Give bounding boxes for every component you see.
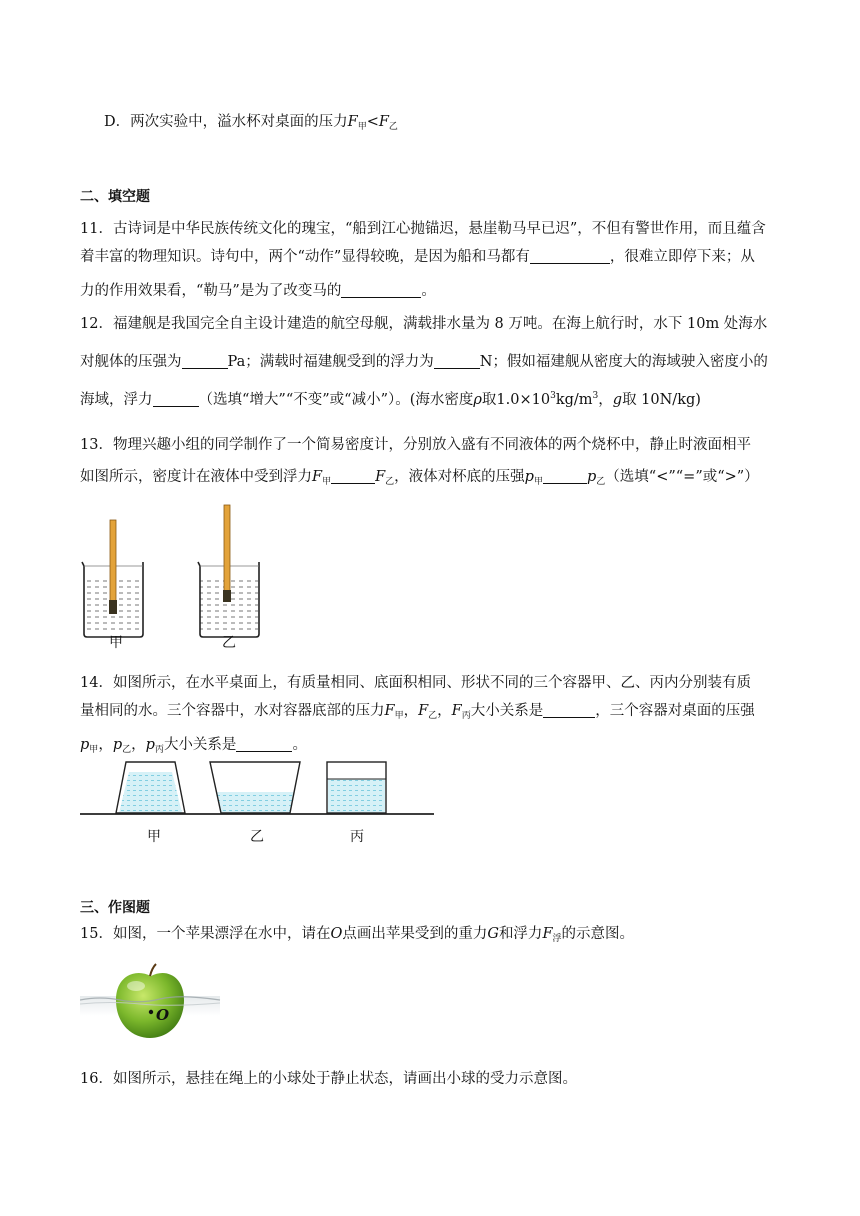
q11-line-1: 11．古诗词是中华民族传统文化的瑰宝，“船到江心抛锚迟，悬崖勒马早已迟”，不但有警世作用，而且蕴含	[80, 221, 766, 237]
q16-text: 16．如图所示，悬挂在绳上的小球处于静止状态，请画出小球的受力示意图。	[80, 1071, 577, 1087]
label-yi: 乙	[222, 635, 236, 651]
containers-figure	[78, 758, 438, 820]
beaker-yi	[198, 505, 259, 637]
q14-line-3: $p_甲$，$p_乙$，$p_丙$大小关系是 。	[80, 737, 307, 755]
q12-line-3: 海域，浮力 （选填“增大”“不变”或“减小”）。(海水密度ρ取$1.0\times 10^3kg/m^3$，g取 10N/kg)	[80, 391, 701, 408]
q13-blank-2[interactable]	[543, 468, 587, 484]
point-o	[149, 1010, 153, 1014]
container-bing	[327, 762, 386, 813]
section-heading-drawing: 三、作图题	[80, 900, 150, 916]
q15-text: 15．如图，一个苹果漂浮在水中，请在O点画出苹果受到的重力G和浮力$F_浮$的示意图。	[80, 926, 635, 944]
q11-blank-2[interactable]	[341, 282, 421, 298]
beaker-jia	[82, 520, 143, 637]
q11-line-2: 着丰富的物理知识。诗句中，两个“动作”显得较晚，是因为船和马都有 ，很难立即停下来；从	[80, 249, 755, 265]
q12-blank-2[interactable]	[434, 353, 480, 369]
option-d: D．两次实验中，溢水杯对桌面的压力$F_甲<F_乙$	[104, 114, 398, 132]
q12-line-2: 对舰体的压强为 Pa；满载时福建舰受到的浮力为 N；假如福建舰从密度大的海域驶入密度小的	[80, 354, 768, 370]
label-jia: 甲	[147, 829, 161, 845]
q12-line-1: 12．福建舰是我国完全自主设计建造的航空母舰，满载排水量为 8 万吨。在海上航行时，水下 10m 处海水	[80, 316, 768, 332]
q12-blank-1[interactable]	[182, 353, 228, 369]
hydrometer-figure	[70, 500, 270, 660]
container-yi	[210, 762, 300, 813]
apple-figure	[80, 962, 222, 1042]
q14-blank-1[interactable]	[543, 702, 595, 718]
q14-line-1: 14．如图所示，在水平桌面上，有质量相同、底面积相同、形状不同的三个容器甲、乙、丙内分别装有质	[80, 675, 751, 691]
q13-line-1: 13．物理兴趣小组的同学制作了一个简易密度计，分别放入盛有不同液体的两个烧杯中，静止时液面相平	[80, 437, 751, 453]
container-jia	[116, 762, 185, 813]
q11-blank-1[interactable]	[530, 248, 610, 264]
q14-line-2: 量相同的水。三个容器中，水对容器底部的压力$F_甲$，$F_乙$，$F_丙$大小关系是 ，三个容器对桌面的压强	[80, 703, 755, 721]
label-yi: 乙	[250, 829, 264, 845]
q13-line-2: 如图所示，密度计在液体中受到浮力$F_甲$ $F_乙$，液体对杯底的压强$p_甲$ $p_乙$（选填“<”“=”或“>”）	[80, 469, 759, 487]
point-o-label: O	[156, 1006, 170, 1024]
label-jia: 甲	[109, 635, 123, 651]
q11-line-3: 力的作用效果看，“勒马”是为了改变马的 。	[80, 283, 436, 299]
q13-blank-1[interactable]	[331, 468, 375, 484]
section-heading-fill-in: 二、填空题	[80, 189, 150, 205]
q12-blank-3[interactable]	[153, 391, 199, 407]
label-bing: 丙	[350, 829, 364, 845]
q14-blank-2[interactable]	[236, 736, 292, 752]
